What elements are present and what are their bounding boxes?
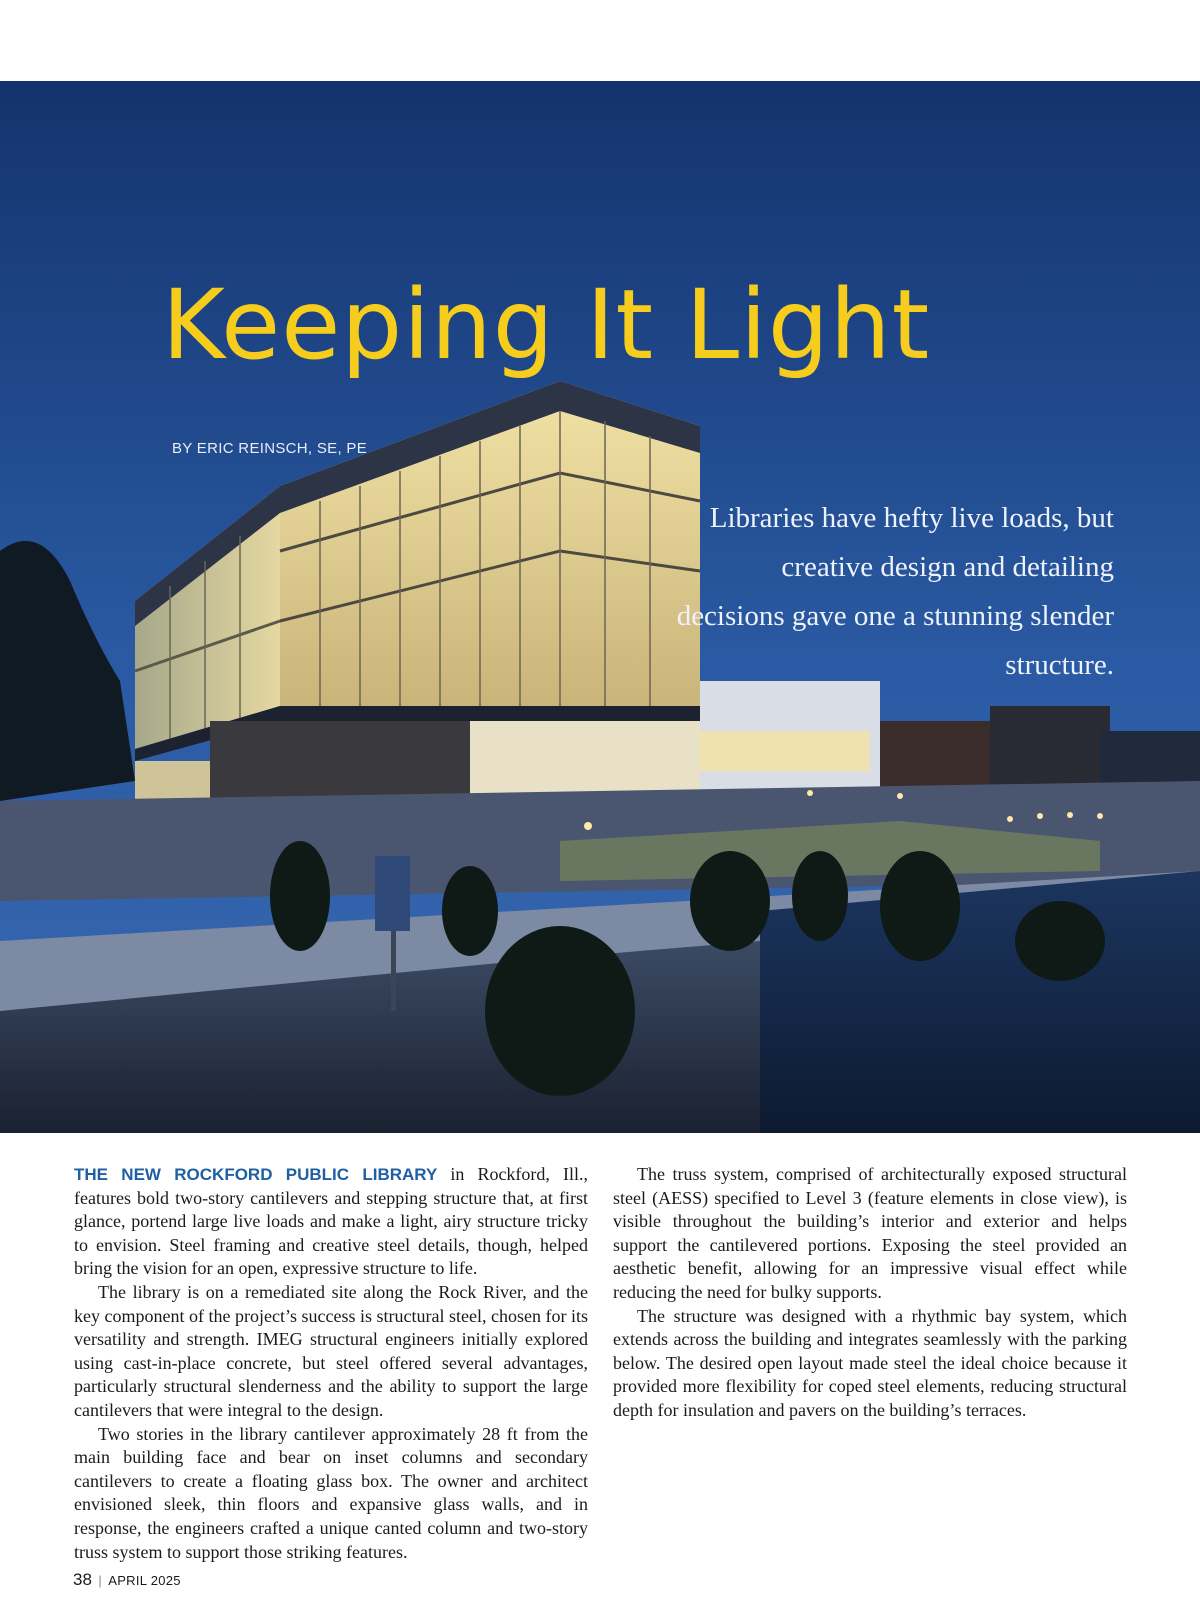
hero-photo	[0, 81, 1200, 1133]
article-title: Keeping It Light	[162, 269, 931, 381]
body-column-right	[613, 1163, 1127, 1423]
folio-separator: |	[98, 1573, 102, 1588]
lead-in: THE NEW ROCKFORD PUBLIC LIBRARY	[74, 1165, 438, 1184]
byline: BY ERIC REINSCH, SE, PE	[172, 440, 368, 457]
body-paragraph-1	[74, 1163, 588, 1281]
body-paragraph-2: The library is on a remediated site along the Rock River, and the key component of the project’s success is structural steel, chosen for its versatility and strength. IMEG structural engineers initially explored using cast-in-place concrete, but steel offered several advantages, particularly structural slenderness and the ability to support the large cantilevers that were integral to the design.	[74, 1281, 588, 1420]
article-deck: Libraries have hefty live loads, but creative design and detailing decisions gave one a stunning slender structure.	[676, 502, 1114, 681]
page-number: 38	[73, 1570, 92, 1589]
issue-date: APRIL 2025	[108, 1573, 181, 1588]
body-paragraph-4: The truss system, comprised of architecturally exposed structural steel (AESS) specified to Level 3 (feature elements in close view), is visible throughout the building’s interior and exterior and helps support the cantilevered portions. Exposing the steel provided an aesthetic benefit, allowing for an impressive visual effect while reducing the need for bulky supports.	[613, 1164, 1127, 1302]
page-folio	[73, 1570, 181, 1590]
body-column-left	[74, 1163, 588, 1564]
paragraph-1-text: in Rockford, Ill., features bold two-story cantilevers and stepping structure that, at first glance, portend large live loads and make a light, airy structure tricky to envision. Steel framing and creative steel details, though, helped bring the vision for an open, expressive structure to life.	[74, 1164, 588, 1279]
body-paragraph-5: The structure was designed with a rhythmic bay system, which extends across the building and integrates seamlessly with the parking below. The desired open layout made steel the ideal choice because it provided more flexibility for coped steel elements, reducing structural depth for insulation and pavers on the building’s terraces.	[613, 1305, 1127, 1420]
body-paragraph-3: Two stories in the library cantilever approximately 28 ft from the main building face and bear on inset columns and secondary cantilevers to create a floating glass box. The owner and architect envisioned sleek, thin floors and expansive glass walls, and in response, the engineers crafted a unique canted column and two-story truss system to support those striking features.	[74, 1423, 588, 1562]
